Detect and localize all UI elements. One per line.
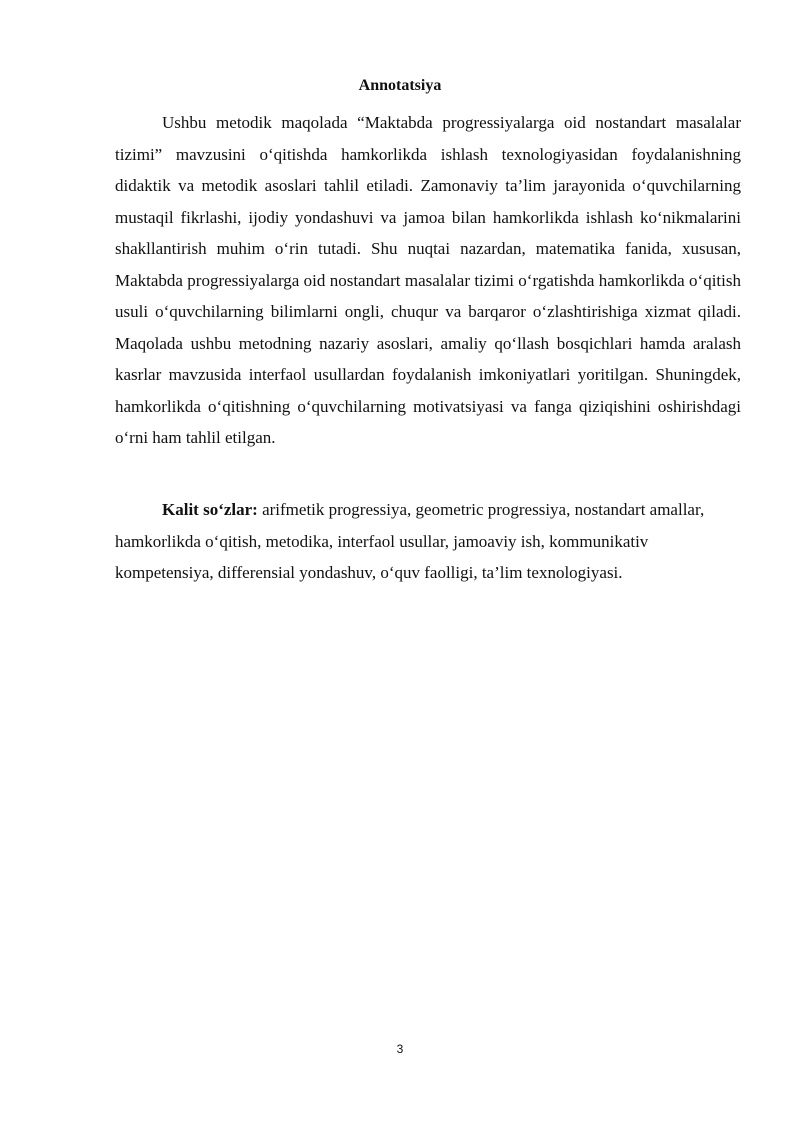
abstract-heading: Annotatsiya — [358, 77, 442, 94]
keywords-text: arifmetik progressiya, geometric progressiya, nostandart amallar, hamkorlikda o‘qitish, metodika, interfaol usullar, jamoaviy ish, kommunikativ kompetensiya, differensial yondashuv, o‘quv faolligi, ta’lim texnologiyasi. — [115, 500, 705, 582]
keywords-paragraph — [115, 494, 741, 589]
abstract-paragraph: Ushbu metodik maqolada “Maktabda progressiyalarga oid nostandart masalalar tizimi” mavzusini o‘qitishda hamkorlikda ishlash texnologiyasidan foydalanishning didaktik va metodik asoslari tahlil etiladi. Zamonaviy ta’lim jarayonida o‘quvchilarning mustaqil fikrlashi, ijodiy yondashuvi va jamoa bilan hamkorlikda ishlash ko‘nikmalarini shakllantirish muhim o‘rin tutadi. Shu nuqtai nazardan, matematika fanida, xususan, Maktabda progressiyalarga oid nostandart masalalar tizimi o‘rgatishda hamkorlikda o‘qitish usuli o‘quvchilarning bilimlarni ongli, chuqur va barqaror o‘zlashtirishiga xizmat qiladi. Maqolada ushbu metodning nazariy asoslari, amaliy qo‘llash bosqichlari hamda aralash kasrlar mavzusida interfaol usullardan foydalanish imkoniyatlari yoritilgan. Shuningdek, hamkorlikda o‘qitishning o‘quvchilarning motivatsiyasi va fanga qiziqishini oshirishdagi o‘rni ham tahlil etilgan. — [115, 113, 741, 447]
page-number: 3 — [396, 1042, 404, 1056]
keywords-label: Kalit so‘zlar: — [162, 500, 258, 519]
